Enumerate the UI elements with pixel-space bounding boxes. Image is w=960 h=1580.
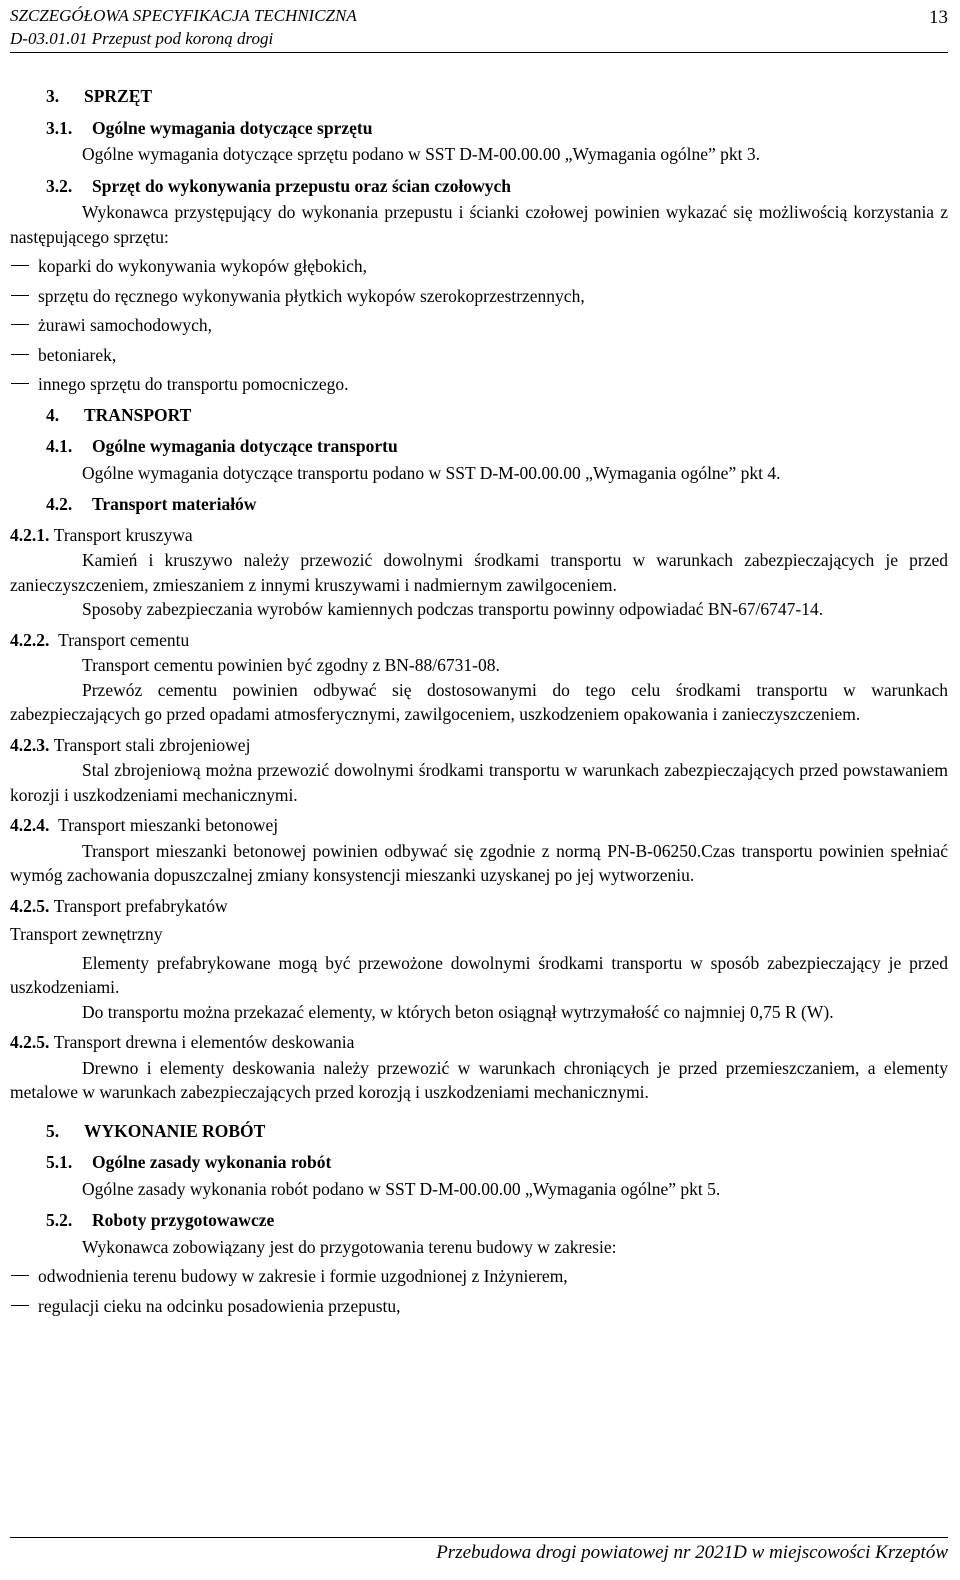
section-title: Ogólne wymagania dotyczące transportu	[92, 436, 398, 456]
section-4-1-text: Ogólne wymagania dotyczące transportu podano w SST D-M-00.00.00 „Wymagania ogólne” pkt 4.	[82, 462, 781, 483]
list-item: żurawi samochodowych,	[10, 313, 948, 338]
section-4-1-heading	[10, 434, 948, 459]
section-number: 3.1.	[46, 117, 73, 138]
paragraph: Transport mieszanki betonowej powinien odbywać się zgodnie z normą PN-B-06250.Czas transportu powinien spełniać wymóg zachowania dopuszczalnej zmiany konsystencji mieszanki uzyskanej po jej wytworzeniu.	[10, 840, 948, 885]
equipment-list	[10, 254, 948, 397]
section-title: TRANSPORT	[84, 404, 192, 425]
section-3-1-text: Ogólne wymagania dotyczące sprzętu podano w SST D-M-00.00.00 „Wymagania ogólne” pkt 3.	[82, 144, 761, 164]
paragraph: Elementy prefabrykowane mogą być przewożone dowolnymi środkami transportu w sposób zabezpieczający je przed uszkodzeniami.	[10, 952, 948, 997]
section-number: 5.	[46, 1120, 60, 1141]
section-title: WYKONANIE ROBÓT	[84, 1120, 266, 1141]
subheading-label: Transport zewnętrzny	[10, 924, 163, 944]
preparation-list	[10, 1264, 948, 1318]
section-number: 4.1.	[46, 436, 73, 456]
section-title: Ogólne zasady wykonania robót	[92, 1152, 332, 1172]
section-title: Transport cementu	[58, 629, 190, 650]
section-5-2-heading	[10, 1208, 948, 1233]
section-3-2-text: Wykonawca przystępujący do wykonania przepustu i ścianki czołowej powinien wykazać się możliwością korzystania z następującego sprzętu:	[10, 202, 948, 247]
page-number: 13	[929, 7, 948, 28]
section-number: 5.1.	[46, 1152, 73, 1172]
section-title: Transport prefabrykatów	[53, 895, 228, 916]
section-number: 4.2.5.	[10, 1032, 50, 1052]
section-5-1-heading	[10, 1150, 948, 1175]
paragraph: Kamień i kruszywo należy przewozić dowolnymi środkami transportu w warunkach zabezpieczających je przed zanieczyszczeniem, zmieszaniem z innymi kruszywami i nadmiernym zawilgoceniem.	[10, 550, 948, 595]
paragraph: Stal zbrojeniową można przewozić dowolnymi środkami transportu w warunkach zabezpieczających przed powstawaniem korozji i uszkodzeniami mechanicznymi.	[10, 760, 948, 805]
section-title: Transport drewna i elementów deskowania	[53, 1032, 355, 1052]
section-number: 3.2.	[46, 175, 73, 196]
section-title: Transport materiałów	[92, 494, 257, 514]
section-title: SPRZĘT	[84, 86, 153, 106]
header-subtitle: D-03.01.01 Przepust pod koroną drogi	[10, 29, 274, 48]
paragraph: Przewóz cementu powinien odbywać się dostosowanymi do tego celu środkami transportu w warunkach zabezpieczających go przed opadami atmosferycznymi, zawilgoceniem, uszkodzeniem opakowania i zanieczyszczeniem.	[10, 679, 948, 724]
list-item: betoniarek,	[10, 343, 948, 368]
section-title: Transport stali zbrojeniowej	[53, 734, 251, 755]
section-3-2-heading	[10, 174, 948, 199]
list-item: innego sprzętu do transportu pomocniczego.	[10, 372, 948, 397]
page-footer: Przebudowa drogi powiatowej nr 2021D w miejscowości Krzeptów	[436, 1542, 948, 1563]
section-number: 4.2.1.	[10, 524, 50, 545]
section-number: 4.2.3.	[10, 734, 50, 755]
list-item: koparki do wykonywania wykopów głębokich,	[10, 254, 948, 279]
document-body	[10, 78, 948, 1323]
section-number: 4.2.2.	[10, 629, 50, 650]
section-title: Sprzęt do wykonywania przepustu oraz ścian czołowych	[92, 175, 512, 196]
paragraph: Drewno i elementy deskowania należy przewozić w warunkach chroniących je przed przemieszczaniem, a elementy metalowe w warunkach zabezpieczających przed korozją i uszkodzeniami mechanicznymi.	[10, 1057, 948, 1102]
section-3-1-heading	[10, 116, 948, 141]
section-5-heading	[10, 1119, 948, 1144]
paragraph: Transport cementu powinien być zgodny z BN-88/6731-08.	[82, 655, 500, 675]
section-4-2-2-heading	[10, 628, 948, 653]
header-divider	[10, 52, 948, 53]
paragraph: Sposoby zabezpieczania wyrobów kamiennych podczas transportu powinny odpowiadać BN-67/6747-14.	[82, 599, 824, 619]
list-item: regulacji cieku na odcinku posadowienia przepustu,	[10, 1294, 948, 1319]
section-4-2-4-heading	[10, 813, 948, 838]
section-title: Ogólne wymagania dotyczące sprzętu	[92, 117, 373, 138]
section-title: Transport kruszywa	[53, 524, 193, 545]
list-item: sprzętu do ręcznego wykonywania płytkich wykopów szerokoprzestrzennych,	[10, 284, 948, 309]
footer-divider	[10, 1537, 948, 1538]
header-title: SZCZEGÓŁOWA SPECYFIKACJA TECHNICZNA	[10, 6, 357, 25]
page-header	[10, 4, 948, 50]
section-number: 4.2.	[46, 494, 73, 514]
section-4-2-3-heading	[10, 733, 948, 758]
list-item: odwodnienia terenu budowy w zakresie i formie uzgodnionej z Inżynierem,	[10, 1264, 948, 1289]
section-4-2-5b-heading	[10, 1030, 948, 1055]
section-number: 4.2.5.	[10, 895, 50, 916]
section-3-heading	[10, 84, 948, 109]
section-title: Transport mieszanki betonowej	[58, 815, 279, 835]
paragraph: Do transportu można przekazać elementy, w których beton osiągnął wytrzymałość co najmniej 0,75 R (W).	[82, 1001, 834, 1022]
section-4-2-5-heading	[10, 894, 948, 919]
section-number: 5.2.	[46, 1210, 73, 1230]
section-number: 3.	[46, 86, 60, 106]
section-number: 4.2.4.	[10, 815, 50, 835]
section-number: 4.	[46, 404, 60, 425]
section-4-2-heading	[10, 492, 948, 517]
section-5-2-text: Wykonawca zobowiązany jest do przygotowania terenu budowy w zakresie:	[82, 1236, 617, 1257]
section-5-1-text: Ogólne zasady wykonania robót podano w SST D-M-00.00.00 „Wymagania ogólne” pkt 5.	[82, 1178, 721, 1199]
section-title: Roboty przygotowawcze	[92, 1210, 275, 1230]
section-4-2-1-heading	[10, 523, 948, 548]
section-4-heading	[10, 403, 948, 428]
